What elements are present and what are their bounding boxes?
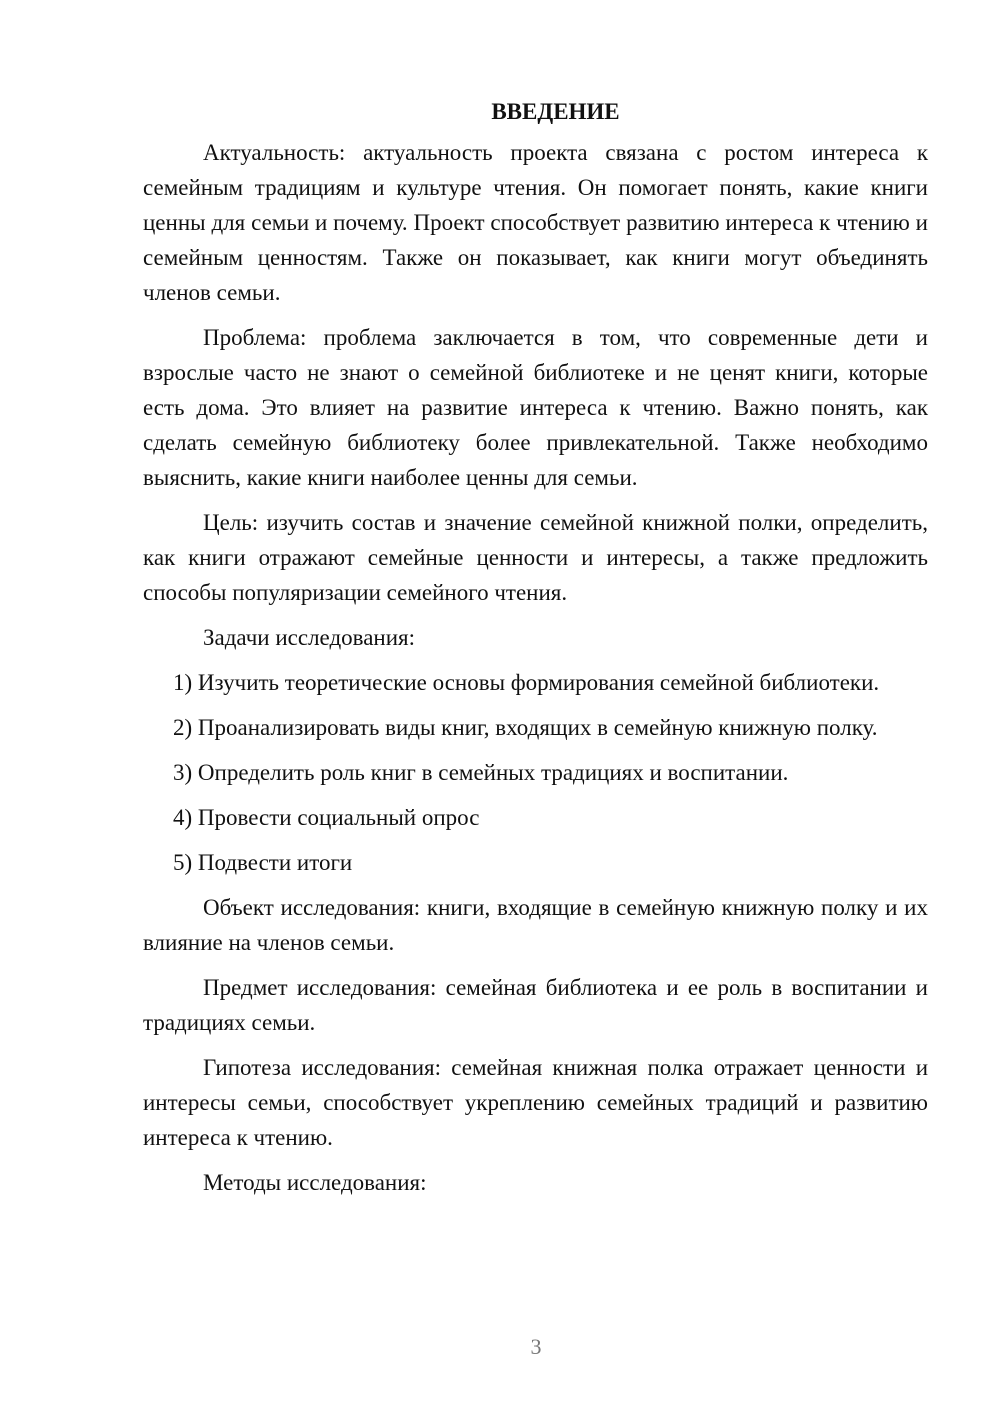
paragraph-problem: Проблема: проблема заключается в том, что современные дети и взрослые часто не знают о семейной библиотеке и не ценят книги, которые есть дома. Это влияет на развитие интереса к чтению. Важно понять, как сделать семейную библиотеку более привлекательной. Также необходимо выяснить, какие книги наиболее ценны для семьи. xyxy=(143,325,928,490)
paragraph-relevance: Актуальность: актуальность проекта связана с ростом интереса к семейным традициям и культуре чтения. Он помогает понять, какие книги ценны для семьи и почему. Проект способствует развитию интереса к чтению и семейным ценностям. Также он показывает, как книги могут объединять членов семьи. xyxy=(143,140,928,305)
task-item-1: 1) Изучить теоретические основы формирования семейной библиотеки. xyxy=(173,670,880,695)
task-item-2: 2) Проанализировать виды книг, входящих в семейную книжную полку. xyxy=(173,715,878,740)
paragraph-goal: Цель: изучить состав и значение семейной книжной полки, определить, как книги отражают семейные ценности и интересы, а также предложить способы популяризации семейного чтения. xyxy=(143,510,928,605)
task-item-4: 4) Провести социальный опрос xyxy=(173,805,480,830)
paragraph-hypothesis: Гипотеза исследования: семейная книжная полка отражает ценности и интересы семьи, способствует укреплению семейных традиций и развитию интереса к чтению. xyxy=(143,1055,928,1150)
tasks-heading: Задачи исследования: xyxy=(203,625,416,650)
paragraph-object: Объект исследования: книги, входящие в семейную книжную полку и их влияние на членов семьи. xyxy=(143,895,928,955)
task-item-3: 3) Определить роль книг в семейных традициях и воспитании. xyxy=(173,760,789,785)
methods-heading: Методы исследования: xyxy=(203,1170,427,1195)
page-title: ВВЕДЕНИЕ xyxy=(491,99,620,124)
paragraph-subject: Предмет исследования: семейная библиотека и ее роль в воспитании и традициях семьи. xyxy=(143,975,928,1035)
task-item-5: 5) Подвести итоги xyxy=(173,850,353,875)
page-number: 3 xyxy=(530,1334,542,1359)
page-content xyxy=(143,97,928,1210)
